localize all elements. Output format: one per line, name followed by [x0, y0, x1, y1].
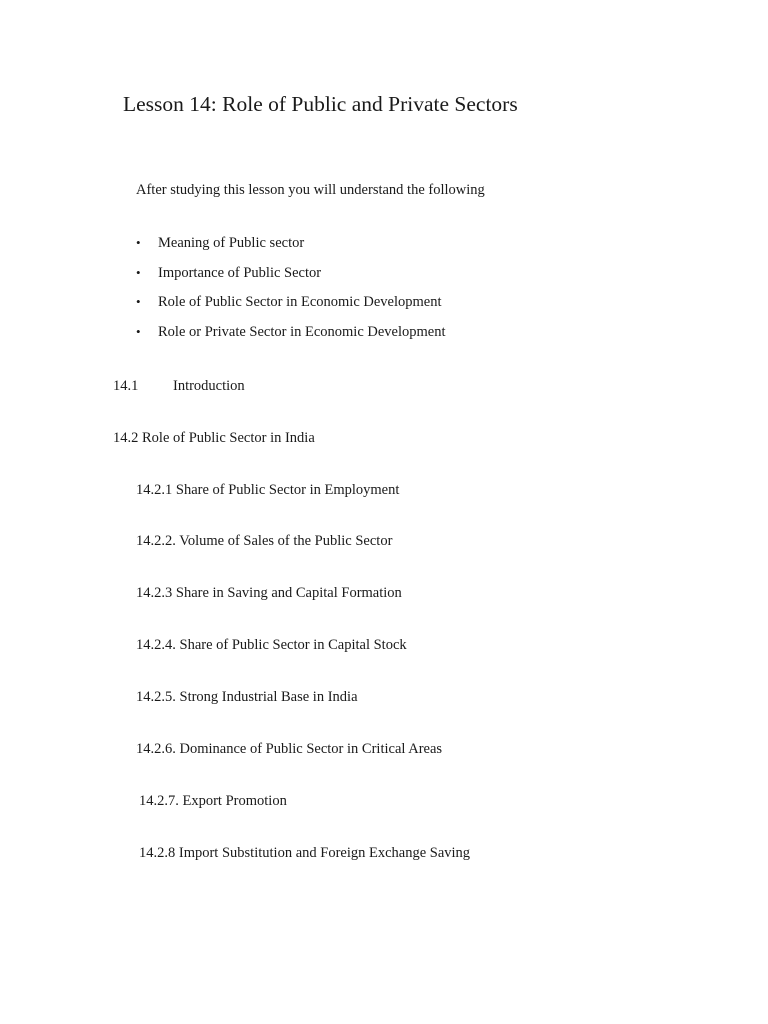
objective-text: Role of Public Sector in Economic Development [158, 294, 442, 310]
subsection-item: 14.2.4. Share of Public Sector in Capital Stock [136, 637, 407, 653]
subsection-item: 14.2.7. Export Promotion [139, 793, 287, 809]
subsection-item: 14.2.6. Dominance of Public Sector in Critical Areas [136, 741, 443, 757]
intro-text: After studying this lesson you will understand the following [136, 182, 485, 198]
subsection-item: 14.2.3 Share in Saving and Capital Formation [136, 585, 402, 601]
objective-text: Role or Private Sector in Economic Development [158, 323, 446, 340]
lesson-title: Lesson 14: Role of Public and Private Sectors [123, 92, 518, 116]
objective-text: Importance of Public Sector [158, 264, 322, 281]
bullet-icon: • [136, 264, 141, 280]
subsection-item: 14.2.8 Import Substitution and Foreign Exchange Saving [139, 845, 471, 861]
section-number: 14.1 [113, 378, 139, 394]
bullet-icon: • [136, 294, 141, 309]
bullet-icon: • [136, 323, 141, 339]
objective-text: Meaning of Public sector [158, 235, 305, 251]
subsection-item: 14.2.5. Strong Industrial Base in India [136, 689, 358, 705]
section-heading-introduction [113, 376, 245, 396]
section-title: Introduction [173, 378, 245, 394]
bullet-icon: • [136, 235, 141, 250]
section-heading-role-of-public-sector: 14.2 Role of Public Sector in India [113, 430, 315, 446]
subsection-item: 14.2.2. Volume of Sales of the Public Sector [136, 533, 393, 549]
subsection-item: 14.2.1 Share of Public Sector in Employment [136, 482, 400, 498]
